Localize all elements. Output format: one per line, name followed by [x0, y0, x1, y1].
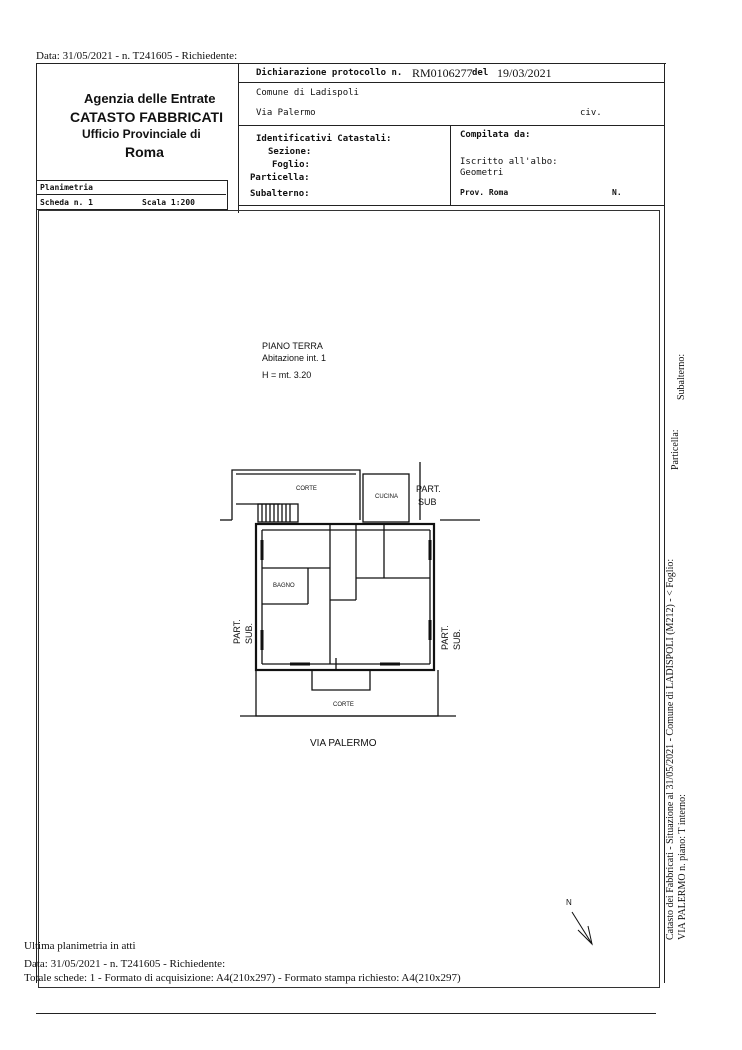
footer-date-line: Data: 31/05/2021 - n. T241605 - Richiedente:	[24, 958, 226, 970]
courtyard-top-outline	[232, 470, 360, 520]
agency-name: Agenzia delle Entrate	[84, 91, 216, 106]
planimetria-label: Planimetria	[40, 183, 93, 192]
identificativi-label: Identificativi Catastali:	[256, 134, 392, 144]
compilata-label: Compilata da:	[460, 130, 531, 140]
document-date-line: Data: 31/05/2021 - n. T241605 - Richiedente:	[36, 50, 238, 62]
comune-name: Comune di Ladispoli	[256, 88, 359, 98]
courtyard-bottom-label: CORTE	[333, 702, 354, 708]
geometri-label: Geometri	[460, 168, 504, 178]
number-label: N.	[612, 188, 622, 197]
protocol-label: Dichiarazione protocollo n.	[256, 68, 403, 78]
unit-label: Abitazione int. 1	[262, 353, 327, 363]
agency-city: Roma	[125, 144, 164, 160]
courtyard-bottom-outline	[256, 670, 438, 716]
street-address: Via Palermo	[256, 108, 316, 118]
protocol-del: del	[472, 68, 489, 78]
province-label: Prov. Roma	[460, 188, 509, 197]
footer-last-plan: Ultima planimetria in atti	[24, 940, 136, 952]
sub-right-label: SUB.	[452, 628, 462, 650]
scale-label: Scala 1:200	[142, 198, 195, 207]
protocol-number: RM0106277	[412, 66, 473, 80]
agency-catasto: CATASTO FABBRICATI	[70, 109, 223, 125]
particella-label: Particella:	[250, 173, 310, 183]
side-catasto-text: Catasto dei Fabbricati - Situazione al 31/05/2021 - Comune di LADISPOLI (M212) - < Foglio:	[665, 558, 676, 940]
bathroom-label: BAGNO	[273, 583, 295, 589]
height-label: H = mt. 3.20	[262, 370, 312, 380]
building-outline	[256, 524, 434, 670]
subalterno-label: Subalterno:	[250, 189, 310, 199]
footer-totals: Totale schede: 1 - Formato di acquisizione: A4(210x297) - Formato stampa richiesto: A4(210x297)	[24, 972, 461, 984]
part-right-label: PART.	[440, 625, 450, 650]
north-arrow	[572, 912, 592, 944]
civ-label: civ.	[580, 108, 602, 118]
protocol-date: 19/03/2021	[497, 66, 552, 80]
iscritto-label: Iscritto all'albo:	[460, 157, 558, 167]
sezione-label: Sezione:	[268, 147, 312, 157]
side-particella-text: Particella:	[670, 429, 681, 470]
part-top-label: PART.	[416, 484, 441, 494]
sub-top-label: SUB	[418, 497, 437, 507]
foglio-label: Foglio:	[272, 160, 310, 170]
street-label: VIA PALERMO	[310, 738, 377, 749]
sub-left-label: SUB.	[244, 622, 254, 644]
kitchen-label: CUCINA	[375, 494, 399, 500]
side-subalterno-text: Subalterno:	[676, 353, 687, 400]
side-address-text: VIA PALERMO n. piano: T interno:	[677, 794, 688, 940]
agency-office: Ufficio Provinciale di	[82, 127, 201, 141]
north-label: N	[566, 898, 572, 907]
courtyard-top-label: CORTE	[296, 486, 317, 492]
scheda-number: Scheda n. 1	[40, 198, 93, 207]
floor-label: PIANO TERRA	[262, 341, 323, 351]
part-left-label: PART.	[232, 619, 242, 644]
